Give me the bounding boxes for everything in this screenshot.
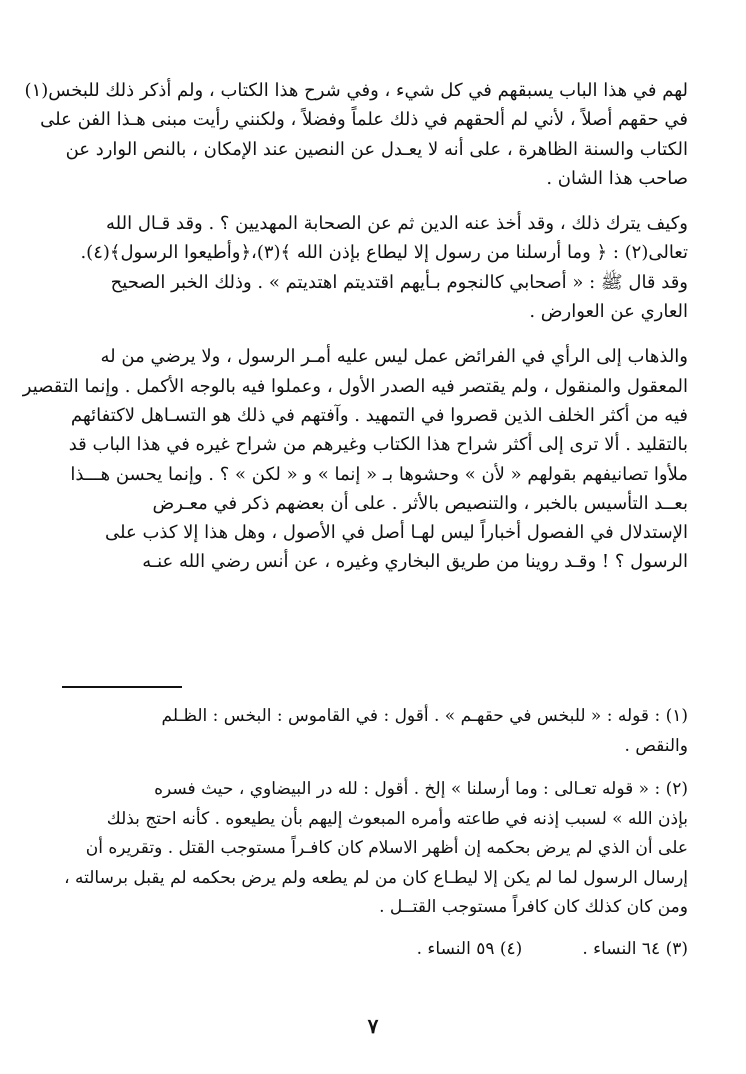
text-line: بعــد التأسيس بالخبر ، والتنصيص بالأثر . على أن بعضهم ذكر في معـرض — [152, 492, 688, 514]
footnote-references — [62, 935, 688, 965]
text-line: بالتقليد . ألا ترى إلى أكثر شراح هذا الكتاب وغيرهم من شراح غيره في هذا الباب قد — [68, 434, 688, 456]
paragraph — [62, 209, 688, 326]
text-line: الإستدلال في الفصول أخباراً ليس لهـا أصل في الأصول ، وهل هذا إلا كذب على — [105, 522, 688, 544]
text-line: صاحب هذا الشان . — [546, 167, 688, 189]
text-line: المعقول والمنقول ، ولم يقتصر فيه الصدر الأول ، وعملوا فيه بالوجه الأكمل . وإنما التقصير — [22, 375, 688, 397]
text-line: تعالى(٢) : ﴿ وما أرسلنا من رسول إلا ليطاع بإذن الله ﴾(٣)،﴿وأطيعوا الرسول﴾(٤). — [80, 242, 688, 264]
footnote-line: (١) : قوله : « للبخس في حقهـم » . أقول : في القاموس : البخس : الظـلم — [161, 706, 688, 726]
page-number: ٧ — [367, 1014, 379, 1038]
text-line: والذهاب إلى الرأي في الفرائض عمل ليس عليه أمـر الرسول ، ولا يرضي من له — [100, 346, 688, 368]
footnote-line: بإذن الله » لسبب إذنه في طاعته وأمره المبعوث إليهم بأن يطيعوه . كأنه احتج بذلك — [106, 808, 688, 829]
footnote-divider — [62, 686, 182, 688]
footnote-line: على أن الذي لم يرض بحكمه إن أظهر الاسلام كان كافـراً مستوجب القتل . وتقريره أن — [85, 838, 688, 858]
footnote-line: (٢) : « قوله تعـالى : وما أرسلنا » إلخ . أقول : لله در البيضاوي ، حيث فسره — [154, 779, 688, 799]
paragraph — [24, 76, 688, 193]
text-line: العاري عن العوارض . — [529, 301, 688, 323]
footnote-2 — [62, 775, 688, 923]
text-line: الرسول ؟ ! وقـد روينا من طريق البخاري وغيره ، عن أنس رضي الله عنـه — [142, 551, 688, 573]
paragraph — [22, 342, 688, 576]
footnote-line: والنقص . — [624, 735, 688, 756]
text-line: ملأوا تصانيفهم بقولهم « لأن » وحشوها بـ « إنما » و « لكن » ؟ . وإنما يحسن هـــذا — [70, 463, 688, 485]
text-line: وكيف يترك ذلك ، وقد أخذ عنه الدين ثم عن الصحابة المهديين ؟ . وقد قـال الله — [106, 213, 688, 235]
footnote-line: إرسال الرسول لما لم يكن إلا ليطـاع كان من لم يطعه ولم يرض بحكمه لم يقبل برسالته ، — [64, 867, 688, 888]
text-line: في حقهم أصلاً ، لأني لم ألحقهم في ذلك علماً وفضلاً ، ولكنني رأيت مبنى هـذا الفن على — [40, 109, 688, 131]
footnotes — [62, 702, 688, 964]
footnote-1 — [62, 702, 688, 761]
text-line: فيه من أكثر الخلف الذين قصروا في التمهيد . وآفتهم في ذلك هو التسـاهل لاكتفائهم — [70, 404, 688, 426]
footnote-4: (٤) ٥٩ النساء . — [416, 938, 523, 959]
footnote-line: ومن كان كذلك كان كافراً مستوجب القتــل . — [379, 897, 688, 917]
text-line: وقد قال ﷺ : « أصحابي كالنجوم بـأيهم اقتديتم اهتديتم » . وذلك الخبر الصحيح — [110, 271, 688, 293]
footnote-3: (٣) ٦٤ النساء . — [582, 938, 688, 959]
text-line: الكتاب والسنة الظاهرة ، على أنه لا يعـدل عن النصين عند الإمكان ، بالنص الوارد عن — [65, 138, 688, 160]
text-line: لهم في هذا الباب يسبقهم في كل شيء ، وفي شرح هذا الكتاب ، ولم أذكر ذلك للبخس(١) — [24, 80, 688, 101]
main-text — [22, 76, 688, 577]
